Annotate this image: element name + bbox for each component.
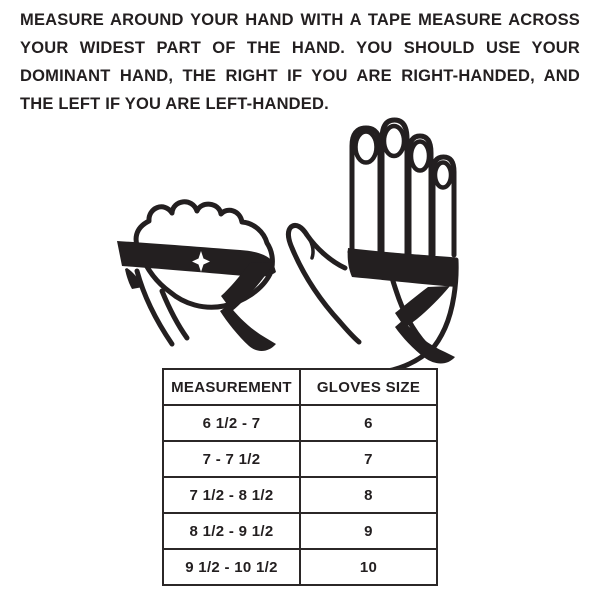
table-row — [163, 405, 437, 441]
size-cell: 9 — [300, 513, 437, 549]
fist-with-tape-icon — [117, 202, 276, 351]
instructions-line-1: MEASURE AROUND YOUR HAND WITH A TAPE MEASURE ACROSS — [20, 11, 580, 29]
hands-with-tape-illustration — [100, 110, 500, 370]
measurement-cell: 7 1/2 - 8 1/2 — [163, 477, 300, 513]
col-header-gloves-size: GLOVES SIZE — [300, 369, 437, 405]
size-cell: 6 — [300, 405, 437, 441]
instructions-line-2: YOUR WIDEST PART OF THE HAND. YOU SHOULD USE YOUR — [20, 39, 580, 57]
measurement-cell: 6 1/2 - 7 — [163, 405, 300, 441]
measurement-cell: 8 1/2 - 9 1/2 — [163, 513, 300, 549]
measurement-cell: 9 1/2 - 10 1/2 — [163, 549, 300, 585]
size-cell: 10 — [300, 549, 437, 585]
instructions-line-3: DOMINANT HAND, THE RIGHT IF YOU ARE RIGHT-HANDED, AND — [20, 67, 580, 85]
table-row — [163, 441, 437, 477]
hand-measurement-illustration — [100, 110, 500, 370]
table-row — [163, 549, 437, 585]
instructions-text — [20, 6, 580, 118]
open-hand-with-tape-icon — [288, 120, 457, 370]
measurement-cell: 7 - 7 1/2 — [163, 441, 300, 477]
table-header-row — [163, 369, 437, 405]
size-cell: 7 — [300, 441, 437, 477]
size-cell: 8 — [300, 477, 437, 513]
col-header-measurement: MEASUREMENT — [163, 369, 300, 405]
table-row — [163, 477, 437, 513]
instructions-line-4: THE LEFT IF YOU ARE LEFT-HANDED. — [20, 95, 329, 113]
table-row — [163, 513, 437, 549]
size-chart-table — [162, 368, 438, 586]
